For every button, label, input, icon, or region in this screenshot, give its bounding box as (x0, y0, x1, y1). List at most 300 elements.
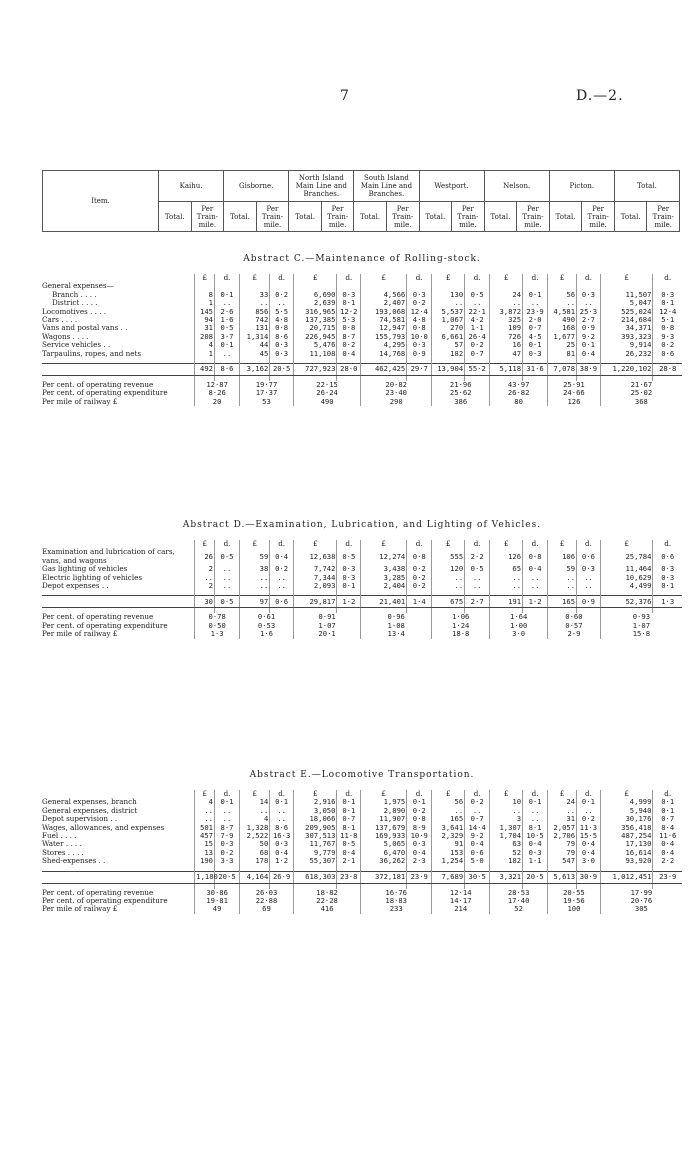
table-cell: 1·1 (465, 324, 490, 332)
stat-row (42, 622, 682, 630)
table-cell: 2 (195, 582, 215, 590)
stat-row (42, 630, 682, 638)
table-row (42, 582, 682, 590)
table-cell: 36,262 (361, 857, 407, 865)
stat-value: 53 (240, 398, 294, 406)
table-row (42, 548, 682, 565)
table-cell: 0·7 (465, 350, 490, 358)
row-label: Cars . . . . (42, 315, 78, 325)
stat-value: 0·91 (294, 613, 361, 621)
unit-pound: £ (600, 274, 653, 282)
table-cell: 5·0 (465, 857, 490, 865)
table-cell: 393,323 (600, 333, 653, 341)
table-cell: 0·1 (270, 798, 294, 806)
unit-pound: £ (195, 790, 215, 798)
table-cell: 0·2 (465, 798, 490, 806)
table-cell: 0·1 (523, 341, 548, 349)
subheader-per-train-mile: Per Train-mile. (452, 202, 485, 232)
unit-pound: £ (490, 274, 523, 282)
subheader-per-train-mile: Per Train-mile. (386, 202, 419, 232)
table-cell: .. (215, 807, 240, 815)
table-cell: 1,328 (240, 824, 270, 832)
table-cell: 4 (240, 815, 270, 823)
stat-value: 30·86 (195, 889, 240, 897)
table-cell: 31 (195, 324, 215, 332)
table-cell: 14·4 (465, 824, 490, 832)
table-cell: .. (523, 574, 548, 582)
unit-pence: d. (337, 790, 361, 798)
stat-value: 22·28 (294, 897, 361, 905)
table-cell: 165 (432, 815, 465, 823)
unit-pence: d. (407, 274, 432, 282)
table-cell: 10,629 (600, 574, 653, 582)
total-cell: 20·5 (215, 871, 240, 883)
stat-value: 0·96 (361, 613, 432, 621)
table-cell: 3,050 (294, 807, 337, 815)
stat-label: Per mile of railway £ (42, 629, 118, 639)
table-cell: 12,638 (294, 548, 337, 565)
row-label: Water . . . . (42, 839, 82, 849)
table-cell: .. (270, 815, 294, 823)
table-cell: 5·1 (653, 316, 682, 324)
table-cell: 0·7 (523, 324, 548, 332)
table-cell: 2,404 (361, 582, 407, 590)
table-cell: 0·2 (407, 582, 432, 590)
table-cell: 0·8 (407, 324, 432, 332)
table-cell: 2,093 (294, 582, 337, 590)
table-cell: 0·2 (407, 574, 432, 582)
table-cell: 9,779 (294, 849, 337, 857)
table-cell: 3,438 (361, 565, 407, 573)
table-cell: 316,965 (294, 308, 337, 316)
table-cell: 3,285 (361, 574, 407, 582)
table-cell: 56 (548, 291, 577, 299)
total-cell: 31·6 (523, 364, 548, 376)
stat-value: 8·26 (195, 389, 240, 397)
abstract-table (42, 274, 682, 406)
table-cell: .. (465, 582, 490, 590)
table-cell: .. (240, 299, 270, 307)
table-cell: 25,784 (600, 548, 653, 565)
table-cell: 68 (240, 849, 270, 857)
table-cell: 0·4 (577, 849, 601, 857)
table-cell: 2·2 (653, 857, 682, 865)
table-cell: 0·2 (577, 815, 601, 823)
table-cell: 0·2 (407, 299, 432, 307)
table-cell: 742 (240, 316, 270, 324)
table-cell: 12·4 (653, 308, 682, 316)
unit-pound: £ (361, 274, 407, 282)
stat-value: 25·91 (548, 381, 601, 389)
table-cell: 0·4 (577, 350, 601, 358)
table-cell: 1·1 (523, 857, 548, 865)
table-cell: 0·3 (337, 565, 361, 573)
abstract-table (42, 540, 682, 639)
unit-pence: d. (407, 790, 432, 798)
table-cell: 4,295 (361, 341, 407, 349)
table-cell: 3·0 (577, 857, 601, 865)
row-label: Service vehicles . . (42, 340, 111, 350)
table-cell: .. (432, 582, 465, 590)
stat-value: 20·76 (600, 897, 682, 905)
stat-value: 1·07 (600, 622, 682, 630)
table-cell: 1,254 (432, 857, 465, 865)
table-cell: .. (465, 574, 490, 582)
table-cell: 0·3 (523, 350, 548, 358)
header-westport: Westport. (419, 171, 484, 202)
table-cell: 63 (490, 840, 523, 848)
total-cell: 30 (195, 596, 215, 608)
table-cell: 5,940 (600, 807, 653, 815)
table-cell: .. (577, 574, 601, 582)
row-label: Fuel . . . . (42, 831, 77, 841)
page-number: 7 (340, 88, 349, 104)
stat-value: 0·78 (195, 613, 240, 621)
table-cell: .. (270, 299, 294, 307)
subheader-per-train-mile: Per Train-mile. (321, 202, 354, 232)
table-cell: 16·3 (270, 832, 294, 840)
stat-value: 13·4 (361, 630, 432, 638)
total-cell: 372,181 (361, 871, 407, 883)
table-cell: .. (523, 807, 548, 815)
subheader-per-train-mile: Per Train-mile. (256, 202, 289, 232)
table-cell: 0·1 (523, 291, 548, 299)
table-cell: 91 (432, 840, 465, 848)
table-cell: 5·3 (337, 316, 361, 324)
table-cell: 4·2 (465, 316, 490, 324)
table-cell: 4,999 (600, 798, 653, 806)
table-cell: .. (548, 299, 577, 307)
table-cell: 325 (490, 316, 523, 324)
total-cell: 3,321 (490, 871, 523, 883)
table-cell: 25·3 (577, 308, 601, 316)
stat-value: 15·8 (600, 630, 682, 638)
total-cell: 28·0 (337, 364, 361, 376)
table-cell: 13 (195, 849, 215, 857)
stat-value: 0·93 (600, 613, 682, 621)
table-cell: 56 (432, 798, 465, 806)
stat-label: Per mile of railway £ (42, 904, 118, 914)
table-cell: 8·6 (270, 333, 294, 341)
table-cell: 168 (548, 324, 577, 332)
stat-label: Per cent. of operating revenue (42, 887, 154, 897)
table-cell: 0·3 (215, 840, 240, 848)
table-cell: 8·1 (523, 824, 548, 832)
stat-value: 21·67 (600, 381, 682, 389)
unit-pence: d. (653, 790, 682, 798)
table-cell: 2,057 (548, 824, 577, 832)
table-cell: 0·4 (523, 565, 548, 573)
table-cell: 59 (548, 565, 577, 573)
unit-pound: £ (294, 274, 337, 282)
table-cell: 155,793 (361, 333, 407, 341)
table-cell: 0·3 (653, 565, 682, 573)
table-cell: 214,684 (600, 316, 653, 324)
table-cell: 44 (240, 341, 270, 349)
row-label: Electric lighting of vehicles (42, 572, 143, 582)
stat-value: 100 (548, 905, 601, 913)
stat-value: 1·64 (490, 613, 548, 621)
table-cell: 0·3 (653, 574, 682, 582)
total-cell: 30·5 (465, 871, 490, 883)
total-cell: 1·2 (337, 596, 361, 608)
unit-pence: d. (465, 790, 490, 798)
section-title-text: Examination, Lubrication, and Lighting of Vehicles. (255, 520, 542, 530)
table-cell: 2,916 (294, 798, 337, 806)
table-cell: 487,254 (600, 832, 653, 840)
table-cell: 0·7 (653, 815, 682, 823)
table-cell: 7,742 (294, 565, 337, 573)
table-cell: 2,522 (240, 832, 270, 840)
table-cell: 0·9 (407, 350, 432, 358)
abstract-section (42, 770, 682, 914)
unit-pence: d. (337, 540, 361, 548)
table-cell: 52 (490, 849, 523, 857)
unit-pound: £ (240, 790, 270, 798)
table-cell: 0·1 (215, 291, 240, 299)
table-cell: 5,476 (294, 341, 337, 349)
table-cell: 2·2 (465, 548, 490, 565)
table-cell: 5,065 (361, 840, 407, 848)
total-cell: 52,376 (600, 596, 653, 608)
table-cell: 81 (548, 350, 577, 358)
table-cell: 16 (490, 341, 523, 349)
stat-value: 1·6 (240, 630, 294, 638)
table-cell: 4·8 (270, 316, 294, 324)
table-cell: 0·1 (523, 798, 548, 806)
table-cell: 6,690 (294, 291, 337, 299)
stat-value: 19·56 (548, 897, 601, 905)
table-cell: 0·5 (465, 291, 490, 299)
stat-value: 12·87 (195, 381, 240, 389)
table-cell: 0·2 (407, 807, 432, 815)
stat-row (42, 398, 682, 406)
table-cell: 9·2 (465, 832, 490, 840)
stat-value: 1·24 (432, 622, 490, 630)
table-cell: 0·7 (337, 815, 361, 823)
table-cell: 0·3 (337, 574, 361, 582)
table-cell: 0·3 (270, 840, 294, 848)
table-cell: .. (523, 815, 548, 823)
row-label: Depot expenses . . (42, 581, 109, 591)
table-cell: .. (577, 807, 601, 815)
total-cell: 1,012,451 (600, 871, 653, 883)
table-cell: 22·1 (465, 308, 490, 316)
table-cell: 23·9 (523, 308, 548, 316)
stat-value: 18·82 (294, 889, 361, 897)
table-cell: .. (432, 299, 465, 307)
table-cell: 0·3 (407, 291, 432, 299)
table-cell: 0·7 (465, 815, 490, 823)
table-cell: .. (490, 807, 523, 815)
unit-pence: d. (215, 790, 240, 798)
subheader-per-train-mile: Per Train-mile. (191, 202, 224, 232)
abstract-section (42, 520, 682, 639)
table-cell: 0·5 (465, 565, 490, 573)
table-cell: 15 (195, 840, 215, 848)
row-label: Vans and postal vans . . (42, 323, 128, 333)
table-cell: 8·9 (407, 824, 432, 832)
table-cell: 2,890 (361, 807, 407, 815)
row-label: Depot supervision . . (42, 814, 118, 824)
table-cell: 726 (490, 333, 523, 341)
unit-pound: £ (361, 540, 407, 548)
page-reference: D.—2. (576, 88, 624, 104)
unit-pound: £ (548, 540, 577, 548)
row-label: Locomotives . . . . (42, 306, 107, 316)
table-cell: .. (523, 582, 548, 590)
table-cell: 10 (490, 798, 523, 806)
total-cell: 23·9 (653, 871, 682, 883)
subheader-per-train-mile: Per Train-mile. (517, 202, 550, 232)
section-title (42, 520, 682, 530)
table-cell: .. (240, 582, 270, 590)
table-cell: .. (548, 807, 577, 815)
unit-pound: £ (294, 540, 337, 548)
total-cell: 675 (432, 596, 465, 608)
table-cell: 145 (195, 308, 215, 316)
stat-label: Per cent. of operating expenditure (42, 620, 168, 630)
table-cell: 57 (432, 341, 465, 349)
total-cell: 1·2 (523, 596, 548, 608)
table-cell: 10·0 (407, 333, 432, 341)
total-cell: 727,923 (294, 364, 337, 376)
unit-pence: d. (465, 540, 490, 548)
table-row (42, 857, 682, 865)
total-cell: 0·6 (270, 596, 294, 608)
table-cell: 0·8 (407, 815, 432, 823)
total-cell: 0·9 (577, 596, 601, 608)
table-cell: 2 (195, 565, 215, 573)
stat-value: 17·99 (600, 889, 682, 897)
table-cell: .. (195, 815, 215, 823)
total-row-label (42, 871, 195, 883)
table-cell: 0·5 (215, 548, 240, 565)
unit-pound: £ (548, 274, 577, 282)
unit-pence: d. (215, 274, 240, 282)
table-cell: 12·4 (407, 308, 432, 316)
stat-value: 19·81 (195, 897, 240, 905)
stat-value: 20·55 (548, 889, 601, 897)
stat-value: 21·96 (432, 381, 490, 389)
total-row (42, 871, 682, 883)
table-cell: 0·2 (270, 565, 294, 573)
table-cell: 1·6 (215, 316, 240, 324)
total-cell: 7,689 (432, 871, 465, 883)
table-cell: 190 (195, 857, 215, 865)
header-south-island: South Island Main Line and Branches. (354, 171, 419, 202)
table-cell: 356,418 (600, 824, 653, 832)
stat-value: 214 (432, 905, 490, 913)
stat-value: 24·66 (548, 389, 601, 397)
total-cell: 5,613 (548, 871, 577, 883)
stat-value: 43·97 (490, 381, 548, 389)
section-title-prefix: Abstract E.— (249, 770, 322, 780)
table-cell: 2,639 (294, 299, 337, 307)
table-cell: 126 (490, 548, 523, 565)
table-cell: 270 (432, 324, 465, 332)
table-cell: 226,945 (294, 333, 337, 341)
table-cell: 3 (490, 815, 523, 823)
unit-pound: £ (195, 274, 215, 282)
table-cell: 153 (432, 849, 465, 857)
stat-label: Per cent. of operating revenue (42, 612, 154, 622)
table-cell: 1,314 (240, 333, 270, 341)
table-cell: 0·1 (337, 807, 361, 815)
table-cell: 0·3 (337, 291, 361, 299)
section-title-prefix: Abstract C.— (243, 254, 316, 264)
section-title-text: Maintenance of Rolling-stock. (315, 254, 481, 264)
table-cell: 11·3 (577, 824, 601, 832)
table-cell: 6,661 (432, 333, 465, 341)
table-cell: 1,677 (548, 333, 577, 341)
table-cell: 120 (432, 565, 465, 573)
stat-value: 12·14 (432, 889, 490, 897)
total-cell: 28·8 (653, 364, 682, 376)
stat-value: 18·8 (432, 630, 490, 638)
table-cell: 0·8 (337, 324, 361, 332)
total-cell: 0·5 (215, 596, 240, 608)
total-cell: 2·7 (465, 596, 490, 608)
table-cell: 24 (548, 798, 577, 806)
table-cell: 0·4 (577, 840, 601, 848)
table-cell: 1 (195, 299, 215, 307)
table-cell: 457 (195, 832, 215, 840)
unit-pound: £ (600, 540, 653, 548)
table-cell: 0·1 (653, 807, 682, 815)
row-label: General expenses, district (42, 805, 138, 815)
table-cell: 0·5 (337, 548, 361, 565)
table-cell: 12,947 (361, 324, 407, 332)
unit-pence: d. (270, 790, 294, 798)
unit-pence: d. (523, 790, 548, 798)
table-cell: 26,232 (600, 350, 653, 358)
total-cell: 29·7 (407, 364, 432, 376)
total-cell: 618,303 (294, 871, 337, 883)
table-cell: 30,176 (600, 815, 653, 823)
table-cell: .. (215, 582, 240, 590)
table-cell: 1,975 (361, 798, 407, 806)
table-cell: 79 (548, 849, 577, 857)
table-cell: 33 (240, 291, 270, 299)
stat-value: 368 (600, 398, 682, 406)
table-cell: 4,581 (548, 308, 577, 316)
table-cell: 4 (195, 798, 215, 806)
unit-pence: d. (270, 540, 294, 548)
stat-value: 22·88 (240, 897, 294, 905)
table-cell: .. (490, 582, 523, 590)
table-cell: .. (215, 574, 240, 582)
table-cell: 0·2 (337, 341, 361, 349)
total-cell: 4,164 (240, 871, 270, 883)
table-cell: 0·4 (337, 350, 361, 358)
table-cell: 2·3 (407, 857, 432, 865)
table-cell: 555 (432, 548, 465, 565)
unit-pence: d. (653, 274, 682, 282)
table-cell: 182 (490, 857, 523, 865)
stat-row (42, 897, 682, 905)
table-cell: 0·6 (653, 548, 682, 565)
stat-value: 386 (432, 398, 490, 406)
table-cell: 6,470 (361, 849, 407, 857)
subheader-total: Total. (159, 202, 192, 232)
stat-row (42, 905, 682, 913)
stat-value: 25·02 (600, 389, 682, 397)
table-cell: 0·2 (270, 291, 294, 299)
table-cell: 856 (240, 308, 270, 316)
stat-label: Per cent. of operating expenditure (42, 896, 168, 906)
stat-value: 26·24 (294, 389, 361, 397)
